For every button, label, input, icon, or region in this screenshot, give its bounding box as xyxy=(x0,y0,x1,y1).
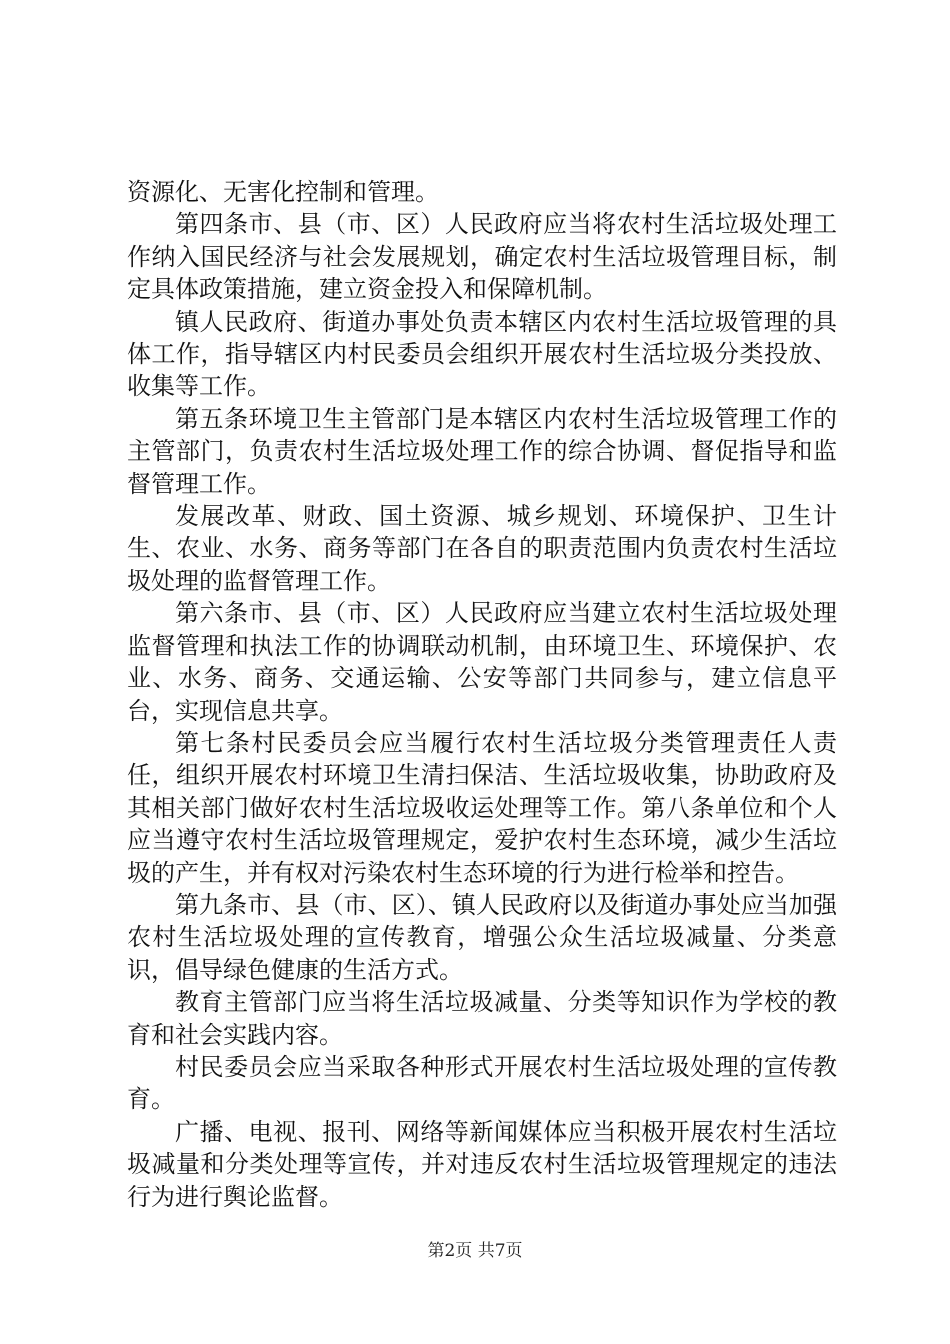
paragraph-article-5: 第五条环境卫生主管部门是本辖区内农村生活垃圾管理工作的主管部门，负责农村生活垃圾处理工作的综合协调、督促指导和监督管理工作。 xyxy=(127,404,837,498)
paragraph-article-7-8: 第七条村民委员会应当履行农村生活垃圾分类管理责任人责任，组织开展农村环境卫生清扫保洁、生活垃圾收集，协助政府及其相关部门做好农村生活垃圾收运处理等工作。第八条单位和个人应当遵守农村生活垃圾管理规定，爱护农村生态环境，减少生活垃圾的产生，并有权对污染农村生态环境的行为进行检举和控告。 xyxy=(127,728,837,887)
paragraph-departments: 发展改革、财政、国土资源、城乡规划、环境保护、卫生计生、农业、水务、商务等部门在各自的职责范围内负责农村生活垃圾处理的监督管理工作。 xyxy=(127,502,837,595)
paragraph-village-committee: 村民委员会应当采取各种形式开展农村生活垃圾处理的宣传教育。 xyxy=(127,1052,837,1114)
paragraph-education: 教育主管部门应当将生活垃圾减量、分类等知识作为学校的教育和社会实践内容。 xyxy=(127,988,837,1049)
paragraph-article-6: 第六条市、县（市、区）人民政府应当建立农村生活垃圾处理监督管理和执法工作的协调联动机制，由环境卫生、环境保护、农业、水务、商务、交通运输、公安等部门共同参与，建立信息平台，实现信息共享。 xyxy=(127,599,837,725)
paragraph-article-4: 第四条市、县（市、区）人民政府应当将农村生活垃圾处理工作纳入国民经济与社会发展规划，确定农村生活垃圾管理目标，制定具体政策措施，建立资金投入和保障机制。 xyxy=(127,210,837,304)
document-body xyxy=(127,176,837,1213)
paragraph-article-9: 第九条市、县（市、区）、镇人民政府以及街道办事处应当加强农村生活垃圾处理的宣传教育，增强公众生活垃圾减量、分类意识，倡导绿色健康的生活方式。 xyxy=(127,890,837,984)
paragraph-town-government: 镇人民政府、街道办事处负责本辖区内农村生活垃圾管理的具体工作，指导辖区内村民委员会组织开展农村生活垃圾分类投放、收集等工作。 xyxy=(127,307,837,401)
page-number-footer: 第2页 共7页 xyxy=(427,1241,523,1261)
paragraph-continuation: 资源化、无害化控制和管理。 xyxy=(127,178,439,206)
paragraph-media: 广播、电视、报刊、网络等新闻媒体应当积极开展农村生活垃圾减量和分类处理等宣传，并对违反农村生活垃圾管理规定的违法行为进行舆论监督。 xyxy=(127,1117,837,1211)
